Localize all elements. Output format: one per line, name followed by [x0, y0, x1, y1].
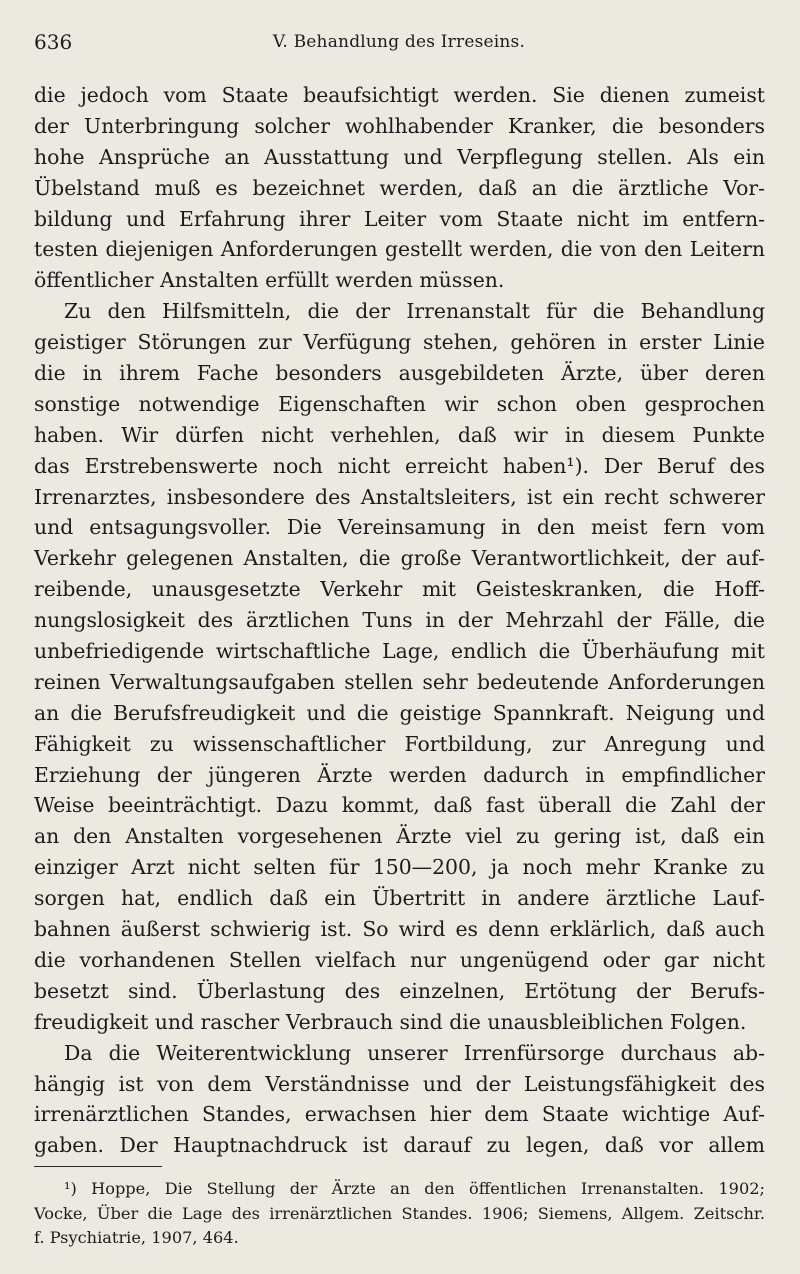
text-line: und entsagungsvoller. Die Vereinsamung in den meist fern vom: [34, 515, 765, 540]
text-line: testen diejenigen Anforderungen gestellt werden, die von den Leitern: [34, 237, 765, 262]
text-line: einziger Arzt nicht selten für 150—200, ja noch mehr Kranke zu: [34, 855, 765, 880]
footnote-line: Vocke, Über die Lage des irrenärztlichen Standes. 1906; Siemens, Allgem. Zeitschr.: [34, 1203, 765, 1223]
running-head: V. Behandlung des Irreseins.: [272, 32, 526, 52]
text-line: gaben. Der Hauptnachdruck ist darauf zu legen, daß vor allem: [34, 1133, 765, 1158]
text-line: nungslosigkeit des ärztlichen Tuns in der Mehrzahl der Fälle, die: [34, 608, 765, 633]
body-text: [34, 80, 765, 1161]
text-line: reibende, unausgesetzte Verkehr mit Geisteskranken, die Hoff-: [34, 577, 765, 602]
text-line: Verkehr gelegenen Anstalten, die große Verantwortlichkeit, der auf-: [34, 546, 765, 571]
text-line: besetzt sind. Überlastung des einzelnen, Ertötung der Berufs-: [34, 978, 765, 1003]
text-line: hohe Ansprüche an Ausstattung und Verpflegung stellen. Als ein: [34, 144, 765, 169]
page-number: 636: [34, 30, 73, 54]
text-line: die vorhandenen Stellen vielfach nur ungenügend oder gar nicht: [34, 947, 765, 972]
text-line: Übelstand muß es bezeichnet werden, daß an die ärztliche Vor-: [34, 175, 765, 200]
text-line: die jedoch vom Staate beaufsichtigt werden. Sie dienen zumeist: [34, 83, 765, 107]
text-line: Da die Weiterentwicklung unserer Irrenfürsorge durchaus ab-: [64, 1040, 765, 1065]
text-line: Weise beeinträchtigt. Dazu kommt, daß fast überall die Zahl der: [34, 793, 765, 818]
text-line: reinen Verwaltungsaufgaben stellen sehr bedeutende Anforderungen: [34, 669, 765, 694]
text-line: geistiger Störungen zur Verfügung stehen, gehören in erster Linie: [34, 330, 765, 355]
text-line: bildung und Erfahrung ihrer Leiter vom Staate nicht im entfern-: [34, 206, 765, 231]
text-line: Zu den Hilfsmitteln, die der Irrenanstalt für die Behandlung: [64, 299, 765, 324]
footnote-line: ¹) Hoppe, Die Stellung der Ärzte an den öffentlichen Irrenanstalten. 1902;: [64, 1179, 765, 1198]
text-line: Erziehung der jüngeren Ärzte werden dadurch in empfindlicher: [34, 762, 765, 787]
text-line: an die Berufsfreudigkeit und die geistige Spannkraft. Neigung und: [34, 700, 765, 725]
footnote-rule: [34, 1166, 162, 1167]
text-line: Fähigkeit zu wissenschaftlicher Fortbildung, zur Anregung und: [34, 731, 765, 756]
text-line: sonstige notwendige Eigenschaften wir schon oben gesprochen: [34, 391, 765, 416]
footnotes: [34, 1177, 765, 1251]
text-line: hängig ist von dem Verständnisse und der Leistungsfähigkeit des: [34, 1071, 765, 1096]
text-line: die in ihrem Fache besonders ausgebildeten Ärzte, über deren: [34, 361, 765, 386]
text-line: Irrenarztes, insbesondere des Anstaltsleiters, ist ein recht schwerer: [34, 484, 765, 509]
text-line: irrenärztlichen Standes, erwachsen hier dem Staate wichtige Auf-: [34, 1102, 765, 1127]
footnote-line: f. Psychiatrie, 1907, 464.: [34, 1228, 239, 1247]
page-header: [34, 30, 764, 60]
text-line: an den Anstalten vorgesehenen Ärzte viel zu gering ist, daß ein: [34, 824, 765, 849]
text-line: freudigkeit und rascher Verbrauch sind die unausbleiblichen Folgen.: [34, 1009, 747, 1034]
text-line: bahnen äußerst schwierig ist. So wird es denn erklärlich, daß auch: [34, 917, 765, 942]
text-line: unbefriedigende wirtschaftliche Lage, endlich die Überhäufung mit: [34, 639, 765, 664]
text-line: öffentlicher Anstalten erfüllt werden müssen.: [34, 268, 505, 293]
text-line: haben. Wir dürfen nicht verhehlen, daß wir in diesem Punkte: [34, 422, 765, 447]
text-line: sorgen hat, endlich daß ein Übertritt in andere ärztliche Lauf-: [34, 886, 765, 911]
text-line: der Unterbringung solcher wohlhabender Kranker, die besonders: [34, 113, 765, 138]
text-line: das Erstrebenswerte noch nicht erreicht haben¹). Der Beruf des: [34, 453, 765, 478]
